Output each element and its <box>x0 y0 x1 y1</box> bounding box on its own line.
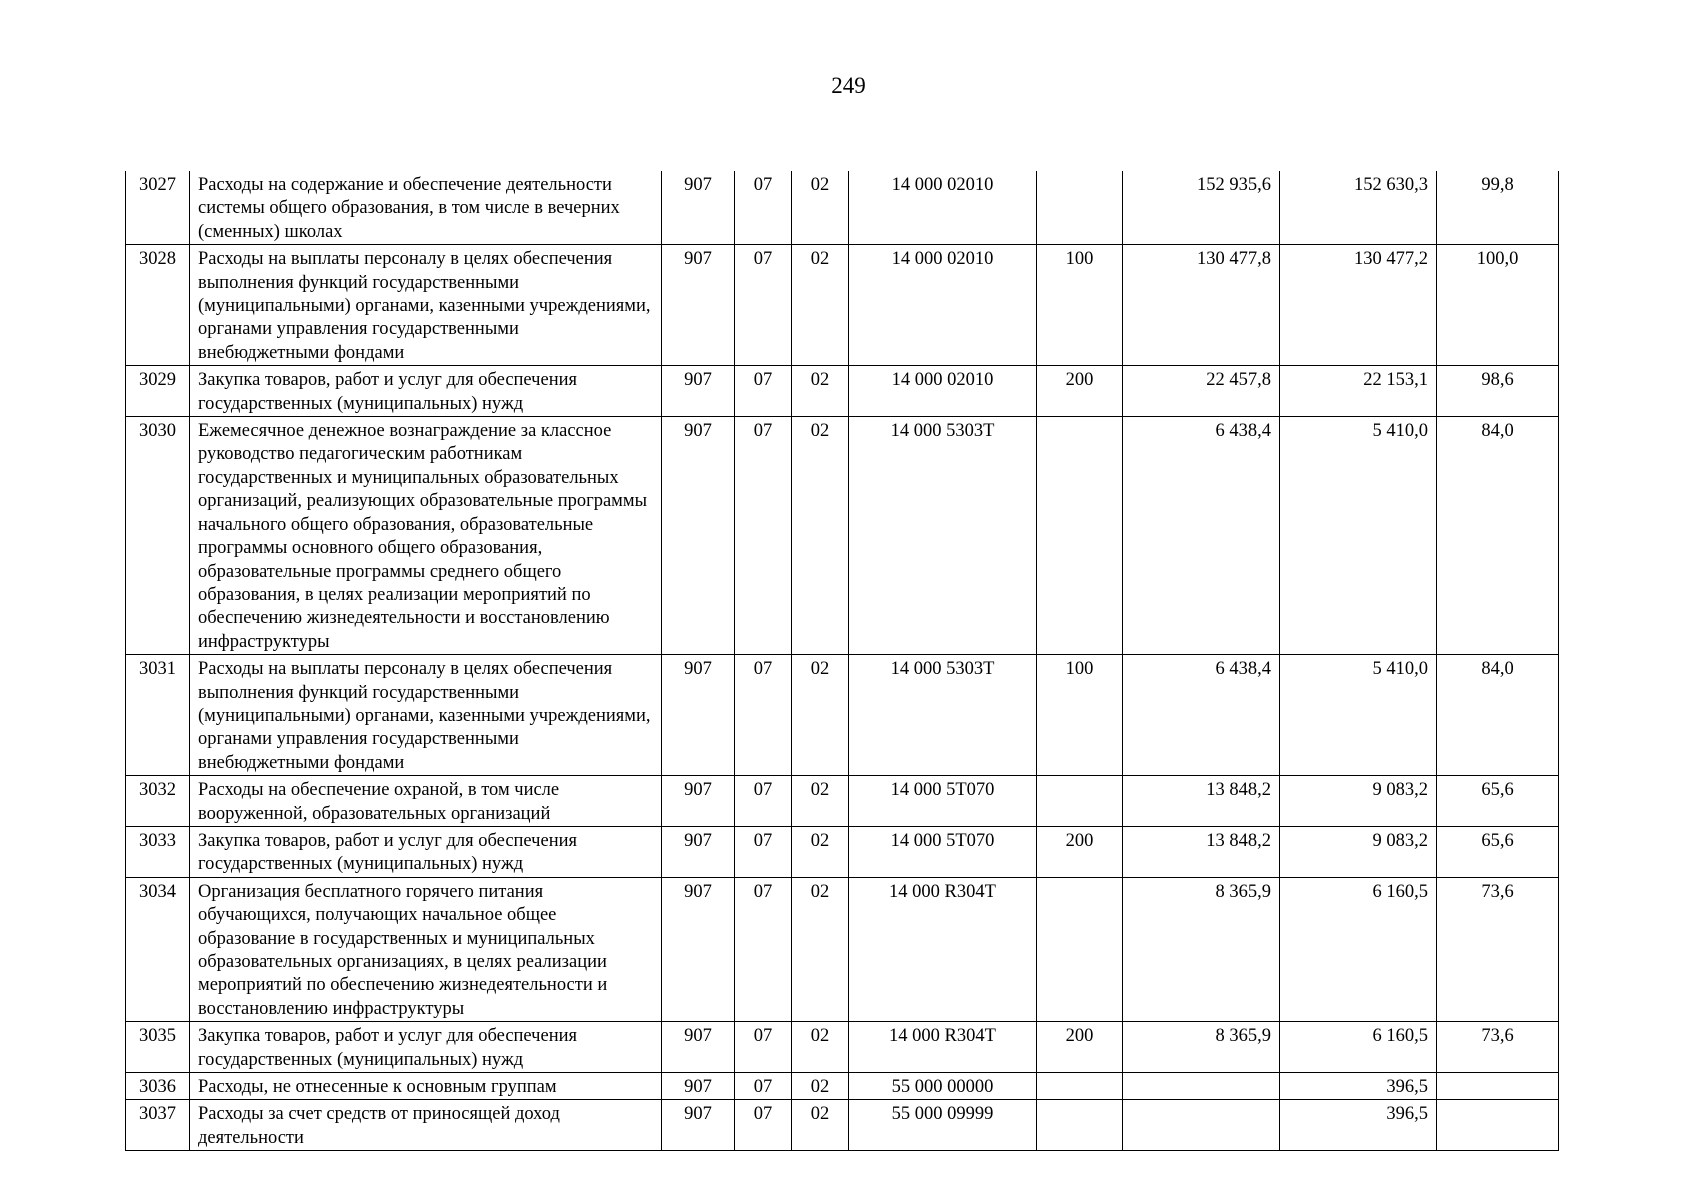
target-article-cell: 14 000 5303Т <box>849 655 1037 776</box>
planned-amount-cell: 8 365,9 <box>1123 877 1280 1021</box>
expense-name-cell: Расходы на выплаты персоналу в целях обеспечения выполнения функций государственными (муниципальными) органами, казенными учреждениями, органами управления государственными внебюджетными фондами <box>190 245 662 366</box>
subsection-code-cell: 02 <box>792 877 849 1021</box>
table-row <box>126 1022 1559 1073</box>
expense-type-cell <box>1037 877 1123 1021</box>
target-article-cell: 14 000 02010 <box>849 245 1037 366</box>
planned-amount-cell: 152 935,6 <box>1123 171 1280 245</box>
execution-percent-cell: 84,0 <box>1437 655 1559 776</box>
expense-name-cell: Ежемесячное денежное вознаграждение за классное руководство педагогическим работникам государственных и муниципальных образовательных организаций, реализующих образовательные программы начального общего образования, образовательные программы основного общего образования, образовательные программы среднего общего образования, в целях реализации мероприятий по обеспечению жизнедеятельности и восстановлению инфраструктуры <box>190 417 662 655</box>
department-code-cell: 907 <box>662 1073 735 1100</box>
subsection-code-cell: 02 <box>792 245 849 366</box>
execution-percent-cell <box>1437 1073 1559 1100</box>
execution-percent-cell: 100,0 <box>1437 245 1559 366</box>
expense-name-cell: Закупка товаров, работ и услуг для обеспечения государственных (муниципальных) нужд <box>190 826 662 877</box>
row-number-cell: 3034 <box>126 877 190 1021</box>
department-code-cell: 907 <box>662 1100 735 1151</box>
target-article-cell: 14 000 02010 <box>849 171 1037 245</box>
section-code-cell: 07 <box>735 1073 792 1100</box>
expense-name-cell: Расходы за счет средств от приносящей доход деятельности <box>190 1100 662 1151</box>
row-number-cell: 3032 <box>126 776 190 827</box>
row-number-cell: 3036 <box>126 1073 190 1100</box>
department-code-cell: 907 <box>662 171 735 245</box>
planned-amount-cell: 8 365,9 <box>1123 1022 1280 1073</box>
expense-name-cell: Расходы на обеспечение охраной, в том числе вооруженной, образовательных организаций <box>190 776 662 827</box>
planned-amount-cell: 6 438,4 <box>1123 417 1280 655</box>
table-row <box>126 417 1559 655</box>
row-number-cell: 3028 <box>126 245 190 366</box>
row-number-cell: 3033 <box>126 826 190 877</box>
subsection-code-cell: 02 <box>792 655 849 776</box>
section-code-cell: 07 <box>735 826 792 877</box>
subsection-code-cell: 02 <box>792 1100 849 1151</box>
actual-amount-cell: 6 160,5 <box>1280 1022 1437 1073</box>
row-number-cell: 3030 <box>126 417 190 655</box>
budget-table <box>125 171 1559 1151</box>
expense-type-cell: 200 <box>1037 1022 1123 1073</box>
expense-type-cell <box>1037 417 1123 655</box>
section-code-cell: 07 <box>735 417 792 655</box>
department-code-cell: 907 <box>662 245 735 366</box>
expense-type-cell: 200 <box>1037 366 1123 417</box>
table-row <box>126 655 1559 776</box>
page-number: 249 <box>831 73 866 98</box>
execution-percent-cell: 99,8 <box>1437 171 1559 245</box>
planned-amount-cell: 130 477,8 <box>1123 245 1280 366</box>
target-article-cell: 14 000 5Т070 <box>849 776 1037 827</box>
actual-amount-cell: 130 477,2 <box>1280 245 1437 366</box>
expense-name-cell: Организация бесплатного горячего питания обучающихся, получающих начальное общее образование в государственных и муниципальных образовательных организациях, в целях реализации мероприятий по обеспечению жизнедеятельности и восстановлению инфраструктуры <box>190 877 662 1021</box>
expense-type-cell <box>1037 1100 1123 1151</box>
actual-amount-cell: 6 160,5 <box>1280 877 1437 1021</box>
subsection-code-cell: 02 <box>792 1073 849 1100</box>
subsection-code-cell: 02 <box>792 1022 849 1073</box>
planned-amount-cell <box>1123 1073 1280 1100</box>
subsection-code-cell: 02 <box>792 417 849 655</box>
row-number-cell: 3035 <box>126 1022 190 1073</box>
actual-amount-cell: 5 410,0 <box>1280 655 1437 776</box>
expense-name-cell: Расходы на содержание и обеспечение деятельности системы общего образования, в том числе в вечерних (сменных) школах <box>190 171 662 245</box>
row-number-cell: 3031 <box>126 655 190 776</box>
target-article-cell: 14 000 5303Т <box>849 417 1037 655</box>
table-row <box>126 776 1559 827</box>
table-row <box>126 1073 1559 1100</box>
actual-amount-cell: 22 153,1 <box>1280 366 1437 417</box>
department-code-cell: 907 <box>662 1022 735 1073</box>
section-code-cell: 07 <box>735 776 792 827</box>
row-number-cell: 3037 <box>126 1100 190 1151</box>
planned-amount-cell: 22 457,8 <box>1123 366 1280 417</box>
subsection-code-cell: 02 <box>792 826 849 877</box>
planned-amount-cell: 13 848,2 <box>1123 776 1280 827</box>
department-code-cell: 907 <box>662 877 735 1021</box>
table-row <box>126 366 1559 417</box>
execution-percent-cell: 65,6 <box>1437 826 1559 877</box>
expense-name-cell: Расходы, не отнесенные к основным группам <box>190 1073 662 1100</box>
subsection-code-cell: 02 <box>792 366 849 417</box>
actual-amount-cell: 396,5 <box>1280 1073 1437 1100</box>
table-row <box>126 1100 1559 1151</box>
actual-amount-cell: 152 630,3 <box>1280 171 1437 245</box>
expense-name-cell: Расходы на выплаты персоналу в целях обеспечения выполнения функций государственными (муниципальными) органами, казенными учреждениями, органами управления государственными внебюджетными фондами <box>190 655 662 776</box>
section-code-cell: 07 <box>735 171 792 245</box>
table-body <box>126 171 1559 1151</box>
department-code-cell: 907 <box>662 776 735 827</box>
table-row <box>126 171 1559 245</box>
actual-amount-cell: 396,5 <box>1280 1100 1437 1151</box>
actual-amount-cell: 9 083,2 <box>1280 826 1437 877</box>
target-article-cell: 14 000 02010 <box>849 366 1037 417</box>
target-article-cell: 14 000 R304Т <box>849 877 1037 1021</box>
execution-percent-cell: 65,6 <box>1437 776 1559 827</box>
target-article-cell: 55 000 09999 <box>849 1100 1037 1151</box>
target-article-cell: 14 000 5Т070 <box>849 826 1037 877</box>
subsection-code-cell: 02 <box>792 171 849 245</box>
department-code-cell: 907 <box>662 366 735 417</box>
section-code-cell: 07 <box>735 877 792 1021</box>
expense-type-cell: 100 <box>1037 245 1123 366</box>
planned-amount-cell: 6 438,4 <box>1123 655 1280 776</box>
planned-amount-cell <box>1123 1100 1280 1151</box>
subsection-code-cell: 02 <box>792 776 849 827</box>
expense-type-cell <box>1037 171 1123 245</box>
execution-percent-cell <box>1437 1100 1559 1151</box>
section-code-cell: 07 <box>735 1100 792 1151</box>
expense-type-cell <box>1037 776 1123 827</box>
table-row <box>126 826 1559 877</box>
department-code-cell: 907 <box>662 826 735 877</box>
execution-percent-cell: 73,6 <box>1437 1022 1559 1073</box>
section-code-cell: 07 <box>735 245 792 366</box>
expense-type-cell: 100 <box>1037 655 1123 776</box>
department-code-cell: 907 <box>662 417 735 655</box>
execution-percent-cell: 98,6 <box>1437 366 1559 417</box>
target-article-cell: 55 000 00000 <box>849 1073 1037 1100</box>
actual-amount-cell: 9 083,2 <box>1280 776 1437 827</box>
target-article-cell: 14 000 R304Т <box>849 1022 1037 1073</box>
execution-percent-cell: 73,6 <box>1437 877 1559 1021</box>
row-number-cell: 3027 <box>126 171 190 245</box>
expense-type-cell <box>1037 1073 1123 1100</box>
table-row <box>126 245 1559 366</box>
expense-type-cell: 200 <box>1037 826 1123 877</box>
expense-name-cell: Закупка товаров, работ и услуг для обеспечения государственных (муниципальных) нужд <box>190 1022 662 1073</box>
section-code-cell: 07 <box>735 1022 792 1073</box>
section-code-cell: 07 <box>735 366 792 417</box>
planned-amount-cell: 13 848,2 <box>1123 826 1280 877</box>
row-number-cell: 3029 <box>126 366 190 417</box>
table-row <box>126 877 1559 1021</box>
department-code-cell: 907 <box>662 655 735 776</box>
section-code-cell: 07 <box>735 655 792 776</box>
actual-amount-cell: 5 410,0 <box>1280 417 1437 655</box>
expense-name-cell: Закупка товаров, работ и услуг для обеспечения государственных (муниципальных) нужд <box>190 366 662 417</box>
execution-percent-cell: 84,0 <box>1437 417 1559 655</box>
